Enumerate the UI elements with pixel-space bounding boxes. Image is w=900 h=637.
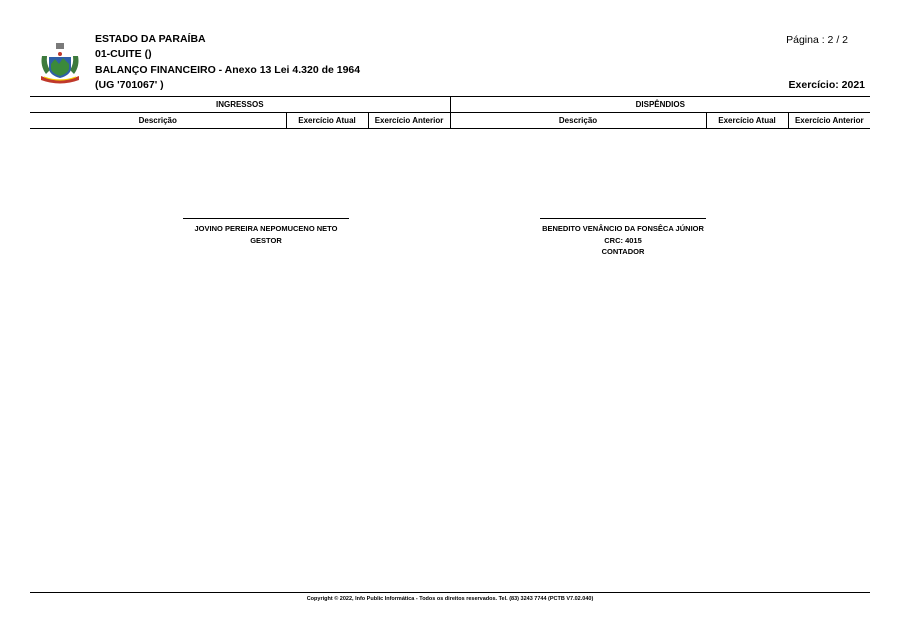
col-exercicio-anterior-left: Exercício Anterior [368,113,450,129]
col-exercicio-anterior-right: Exercício Anterior [788,113,870,129]
signature-line [540,218,706,219]
section-ingressos: INGRESSOS [30,97,450,113]
section-header-row [30,97,870,113]
signatory-name: JOVINO PEREIRA NEPOMUCENO NETO [194,224,338,233]
col-descricao-left: Descrição [30,113,286,129]
section-dispendios: DISPÊNDIOS [450,97,870,113]
signatory-crc: CRC: 4015 [604,235,642,245]
footer-divider [30,592,870,593]
exercise-year: Exercício: 2021 [788,79,865,91]
col-exercicio-atual-right: Exercício Atual [706,113,788,129]
signature-gestor [146,218,386,246]
paraiba-coat-of-arms-icon [38,42,82,84]
signatory-role: CONTADOR [601,247,645,256]
report-title: BALANÇO FINANCEIRO - Anexo 13 Lei 4.320 de 1964 [95,64,361,76]
signature-contador [503,218,743,258]
col-exercicio-atual-left: Exercício Atual [286,113,368,129]
copyright-notice: Copyright © 2022, Info Public Informática - Todos os direitos reservados. Tel. (83) 3243 7744 (PCTB V7.02.040) [306,596,594,602]
column-header-row [30,113,870,129]
signatory-role: GESTOR [250,235,282,245]
balance-table [30,96,870,129]
state-title: ESTADO DA PARAÍBA [95,33,206,45]
signature-line [183,218,349,219]
col-descricao-right: Descrição [450,113,706,129]
ug-code: (UG '701067' ) [95,79,164,91]
entity-name: 01-CUITE () [95,48,152,60]
signatory-name: BENEDITO VENÂNCIO DA FONSÊCA JÚNIOR [542,224,704,233]
page-number: Página : 2 / 2 [786,34,848,46]
